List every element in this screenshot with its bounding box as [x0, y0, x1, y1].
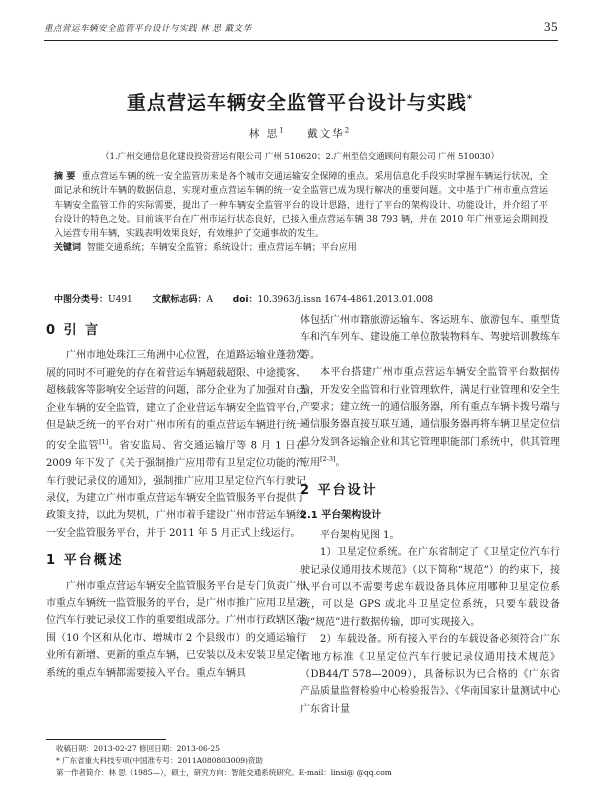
abstract-block [54, 170, 548, 256]
citation-2-3: [2-3] [320, 455, 336, 464]
architecture-intro: 平台架构见图 1。 [320, 529, 400, 541]
author-1: 林 思 [248, 128, 280, 140]
affiliation: （1.广州交通信息化建设投资营运有限公司 广州 510620；2.广州至信交通顾问有限公司 广州 510030） [101, 152, 499, 162]
classification-line [54, 292, 548, 305]
author-2: 戴文华 [307, 128, 345, 140]
intro-text-b: 。省安监局、省交通运输厅等 8 月 1 日在 2009 年下发了《关于强制推广应用带有卫星定位功能的汽车行驶记录仪的通知》，强制推广应用卫星定位汽车行驶记录仪，为建立广州市重点营运车辆安全监管服务平台提供了政策支持，以此为契机，广州市着手建设广州市营运车辆统一安全监管服务平台，并于 2011 年 5 月正式上线运行。 [46, 440, 306, 539]
platform-text-end: 。 [335, 457, 346, 469]
section-2-1-heading: 2.1 平台架构设计 [300, 510, 382, 522]
satellite-paragraph: 1）卫星定位系统。在广东省制定了《卫星定位汽车行驶记录仪通用技术规范》（以下简称“规范”）的约束下，接入平台可以不需要考虑车载设备具体应用哪种卫星定位系统，可以是 GPS 或北斗卫星定位系统，只要车载设备按“规范”进行数据传输，即可实现接入。 [300, 547, 560, 628]
author-line [0, 126, 600, 141]
header-rule [44, 40, 558, 41]
section-2-heading: 2 平台设计 [300, 482, 378, 498]
doc-code-label: 文献标志码： [152, 295, 207, 305]
clc-value: U491 [108, 295, 133, 305]
abstract-text: 重点营运车辆的统一安全监管历来是各个城市交通运输安全保障的重点。采用信息化手段实时掌握车辆运行状况，全面记录和统计车辆的数据信息，实现对重点营运车辆的统一安全监管已成为现行解决的重要问题。文中基于广州市重点营运车辆安全监管工作的实际需要，提出了一种车辆安全监管平台的设计思路，进行了平台的架构设计、功能设计，并介绍了平台设计的特色之处。目前该平台在广州市运行状态良好，已接入重点营运车辆 38 793 辆，并在 2010 年广州亚运会期间投入运营专用车辆，实践表明效果良好，有效维护了交通事故的发生。 [54, 172, 548, 240]
page-number: 35 [544, 19, 558, 34]
title-footnote-marker: * [466, 93, 474, 105]
intro-text-a: 广州市地处珠江三角洲中心位置，在道路运输业蓬勃发展的同时不可避免的存在着营运车辆超载超限、中途揽客、超核载客等影响安全运营的问题，部分企业为了加强对自己企业车辆的安全监管，建立了企业营运车辆安全监管平台，但是缺乏统一的平台对广州市所有的重点营运车辆进行统一的安全监管 [46, 350, 306, 452]
intro-paragraph [46, 347, 306, 542]
platform-text: 本平台搭建广州市重点营运车辆安全监管平台数据传输，开发安全监管和行业管理软件，满足行业管理和安全生产要求；建立统一的通信服务器，所有重点车辆卡拨号端与通信服务器直接互联互通，通信服务器再将车辆卫星定位信息分发到各运输企业和其它管理职能部门系统中，供其管理应用 [300, 367, 560, 469]
doi-value: 10.3963/j.issn 1674-4861.2013.01.008 [257, 295, 434, 305]
title-text: 重点营运车辆安全监管平台设计与实践 [126, 92, 467, 114]
doc-code-value: A [206, 295, 214, 305]
section-0-heading: 0 引 言 [46, 323, 101, 338]
running-head-text: 重点营运车辆安全监管平台设计与实践 林 思 戴文华 [44, 24, 252, 34]
overview-continued: 体包括广州市籍旅游运输车、客运班车、旅游包车、重型货车和汽车列车、建设施工单位散装物料车、驾驶培训教练车等。 [300, 315, 560, 361]
footnotes [56, 743, 556, 779]
abstract-label: 摘 要 [54, 172, 76, 182]
footnote-funding: * 广东省重大科技专项(中国准专号：2011A080803009)资助 [56, 756, 263, 765]
footnote-rule [46, 739, 166, 740]
running-head [44, 19, 558, 36]
author-1-affil: 1 [279, 126, 286, 135]
vehicle-device-paragraph: 2）车载设备。所有接入平台的车载设备必须符合广东省地方标准《卫星定位汽车行驶记录仪通用技术规范》（DB44/T 578—2009），具备标识为已合格的《广东省产品质量监督检验中心检验报告》、《华南国家计量测试中心广东省计量 [300, 634, 560, 715]
platform-paragraph [300, 364, 560, 472]
keywords-label: 关键词 [54, 243, 82, 254]
section-1-heading: 1 平台概述 [46, 553, 124, 569]
citation-1: [1] [99, 438, 109, 447]
overview-paragraph: 广州市重点营运车辆安全监管服务平台是专门负责广州市重点车辆统一监管服务的平台，是广州市推广应用卫星定位汽车行驶记录仪工作的重要组成部分。广州市行政辖区范围（10 个区和从化市、增城市 2 个县级市）的交通运输行业所有新增、更新的重点车辆，已安装以及未安装卫星定位系统的重点车辆都需要接入平台。重点车辆具 [46, 580, 306, 679]
clc-label: 中图分类号： [54, 295, 109, 305]
right-column [300, 312, 560, 718]
footnote-author: 第一作者简介：林 思（1985—），硕士，研究方向：智能交通系统研究。E-mail：linsi@ @qq.com [56, 768, 392, 777]
footnote-dates: 收稿日期：2013-02-27 修回日期：2013-06-25 [56, 744, 220, 753]
doi-label: doi： [232, 295, 258, 305]
paper-title [0, 88, 600, 115]
keywords-text: 智能交通系统；车辆安全监管；系统设计；重点营运车辆；平台应用 [86, 243, 357, 254]
left-column [46, 312, 306, 682]
author-2-affil: 2 [344, 126, 352, 135]
